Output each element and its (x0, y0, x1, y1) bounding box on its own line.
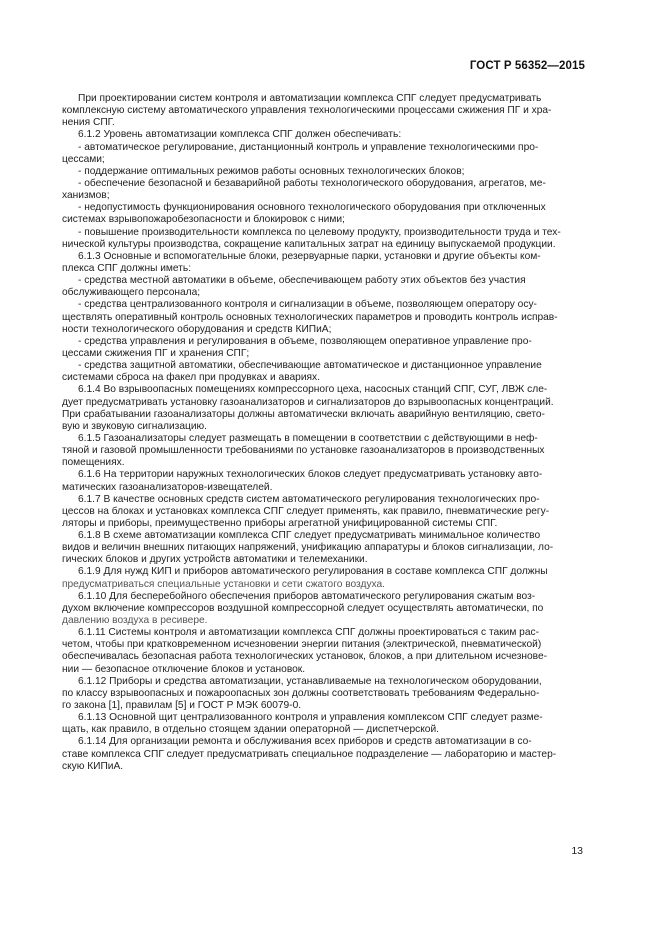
text-line: го закона [1], правилам [5] и ГОСТ Р МЭК 60079-0. (62, 700, 302, 712)
text-line: ности технологического оборудования и средств КИПиА; (62, 323, 332, 335)
text-line: помещениях. (62, 457, 125, 469)
text-line: матических газоанализаторов-извещателей. (62, 481, 273, 493)
document-body (62, 93, 584, 773)
text-line: ханизмов; (62, 190, 110, 202)
text-line: 6.1.9 Для нужд КИП и приборов автоматического регулирования в составе комплекса СПГ должны (78, 566, 548, 578)
text-line: ществлять оперативный контроль основных технологических параметров и проводить контроль исправ- (62, 311, 558, 323)
text-line: давлению воздуха в ресивере. (62, 615, 208, 627)
text-line: - поддержание оптимальных режимов работы основных технологических блоков; (78, 165, 465, 177)
page-number: 13 (571, 845, 583, 857)
text-line: ляторы и приборы, преимущественно приборы агрегатной унифицированной системы СПГ. (62, 517, 498, 529)
text-line: дует предусматривать установку газоанализаторов и сигнализаторов до взрывоопасных концентраций. (62, 396, 554, 408)
text-line: скую КИПиА. (62, 760, 124, 772)
text-line: 6.1.13 Основной щит централизованного контроля и управления комплексом СПГ следует разме- (78, 712, 543, 724)
text-line: 6.1.14 Для организации ремонта и обслуживания всех приборов и средств автоматизации в со- (78, 736, 532, 748)
text-line: - средства управления и регулирования в объеме, позволяющем оперативное управление про- (78, 335, 532, 347)
text-line: 6.1.11 Системы контроля и автоматизации комплекса СПГ должны проектироваться с таким рас- (78, 627, 539, 639)
text-line: системами сброса на факел при продувках и авариях. (62, 372, 320, 384)
text-line: обслуживающего персонала; (62, 287, 201, 299)
text-line: обеспечивалась безопасная работа технологических установок, блоков, а при длительном исчезнове- (62, 651, 548, 663)
text-line: комплексную систему автоматического управления технологическими процессами сжижения ПГ и хра- (62, 105, 552, 117)
text-line: гических блоков и других устройств автоматики и телемеханики. (62, 554, 368, 566)
text-line: 6.1.10 Для бесперебойного обеспечения приборов автоматического регулирования сжатым воз- (78, 590, 536, 602)
text-line: 6.1.4 Во взрывоопасных помещениях компрессорного цеха, насосных станций СПГ, СУГ, ЛВЖ сле- (78, 384, 548, 396)
text-line: вую и звуковую сигнализацию. (62, 420, 207, 432)
text-line: предусматриваться специальные установки и сети сжатого воздуха. (62, 578, 386, 590)
text-line: тяной и газовой промышленности требованиями по установке газоанализаторов в производственных (62, 445, 545, 457)
text-line: нения СПГ. (62, 117, 115, 129)
text-line: При проектировании систем контроля и автоматизации комплекса СПГ следует предусматривать (78, 93, 542, 104)
text-line: цессами сжижения ПГ и хранения СПГ; (62, 347, 250, 359)
text-line: - средства защитной автоматики, обеспечивающие автоматическое и дистанционное управление (78, 360, 542, 372)
text-line: 6.1.7 В качестве основных средств систем автоматического регулирования технологических про- (78, 493, 540, 505)
text-line: 6.1.12 Приборы и средства автоматизации, устанавливаемые на технологическом оборудовании, (78, 675, 542, 687)
text-line: 6.1.5 Газоанализаторы следует размещать в помещении в соответствии с действующими в неф- (78, 432, 538, 444)
text-line: При срабатывании газоанализаторы должны автоматически включать аварийную вентиляцию, свето- (62, 408, 545, 420)
text-line: ставе комплекса СПГ следует предусматривать специальное подразделение — лабораторию и мастер- (62, 748, 557, 760)
text-line: 6.1.2 Уровень автоматизации комплекса СПГ должен обеспечивать: (78, 129, 402, 141)
text-line: цессами; (62, 153, 105, 165)
text-line: по классу взрывоопасных и пожароопасных зон должны соответствовать требованиям Федерально- (62, 687, 540, 699)
text-line: 6.1.6 На территории наружных технологических блоков следует предусматривать установку авто- (78, 469, 543, 481)
text-line: четом, чтобы при кратковременном исчезновении энергии питания (электрической, пневматической) (62, 639, 542, 651)
text-line: - недопустимость функционирования основного технологического оборудования при отключенных (78, 202, 546, 214)
text-line: 6.1.3 Основные и вспомогательные блоки, резервуарные парки, установки и другие объекты ком- (78, 250, 541, 262)
text-line: 6.1.8 В схеме автоматизации комплекса СПГ следует предусматривать минимальное количество (78, 530, 541, 542)
text-line: - средства централизованного контроля и сигнализации в объеме, позволяющем оператору осу- (78, 299, 537, 311)
text-line: нической культуры производства, сокращение капитальных затрат на единицу выпускаемой продукции. (62, 238, 556, 250)
text-line: - обеспечение безопасной и безаварийной работы технологического оборудования, агрегатов, ме- (78, 177, 546, 189)
text-line: нии — безопасное отключение блоков и установок. (62, 663, 306, 675)
text-line: цессов на блоках и установках комплекса СПГ следует применять, как правило, пневматические регу- (62, 505, 550, 517)
text-line: системах взрывопожаробезопасности и блокировок с ними; (62, 214, 345, 226)
text-line: щать, как правило, в отдельно стоящем здании операторной — диспетчерской. (62, 724, 439, 736)
text-line: - средства местной автоматики в объеме, обеспечивающем работу этих объектов без участия (78, 275, 526, 287)
text-line: - повышение производительности комплекса по целевому продукту, производительности труда и тех- (78, 226, 561, 238)
text-line: духом включение компрессоров воздушной компрессорной следует осуществлять автоматически, по (62, 602, 544, 614)
text-line: плекса СПГ должны иметь: (62, 262, 192, 274)
standard-code-header: ГОСТ Р 56352—2015 (469, 60, 585, 72)
text-line: видов и величин внешних питающих напряжений, унификацию аппаратуры и блоков сигнализации, ло- (62, 542, 554, 554)
text-line: - автоматическое регулирование, дистанционный контроль и управление технологическими про- (78, 141, 539, 153)
